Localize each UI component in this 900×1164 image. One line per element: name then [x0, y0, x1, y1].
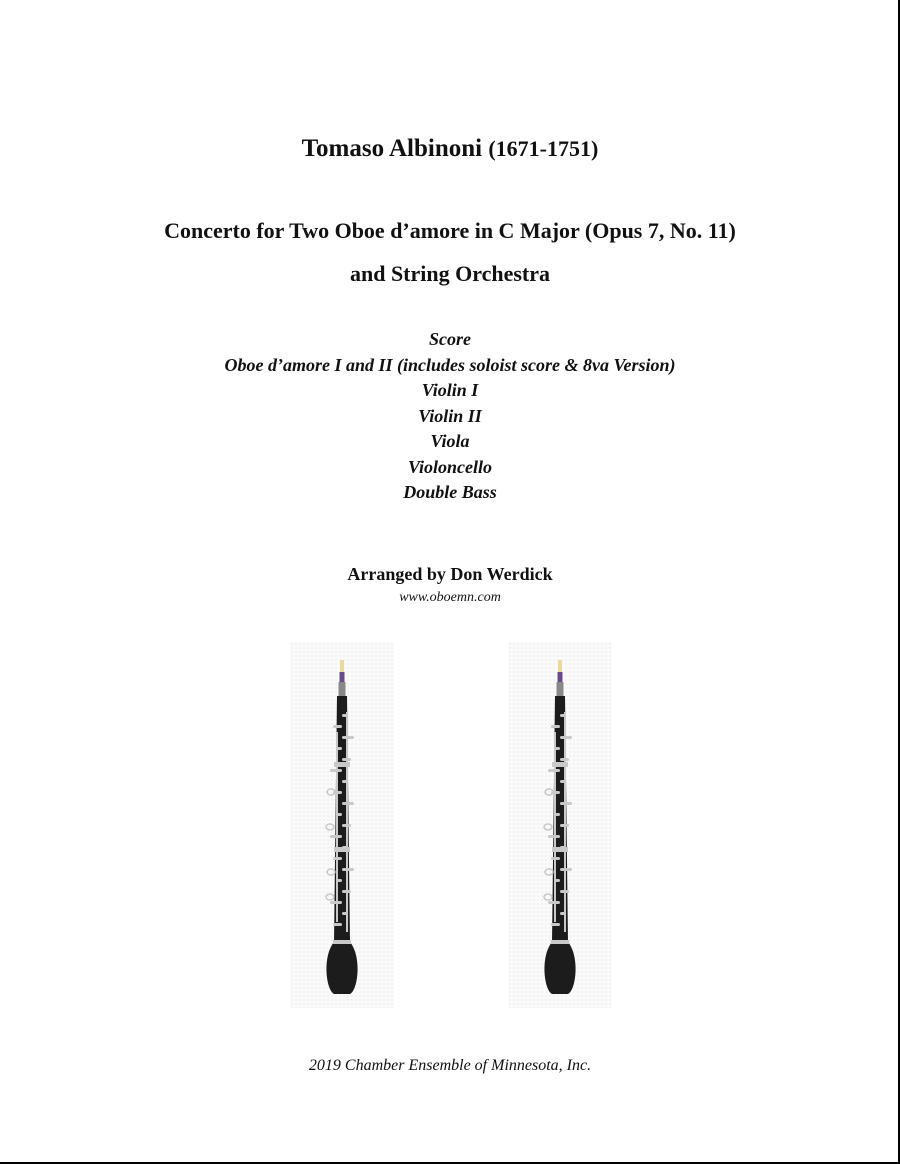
key-touch	[545, 869, 553, 875]
key	[560, 736, 572, 739]
key	[548, 769, 560, 772]
key-rod	[564, 712, 566, 932]
key	[560, 780, 566, 783]
work-subtitle: and String Orchestra	[349, 261, 551, 286]
key	[554, 879, 560, 882]
key	[330, 835, 342, 838]
key	[560, 758, 569, 761]
part-item: Oboe d’amore I and II (includes soloist score & 8va Version)	[224, 354, 676, 375]
key	[560, 714, 566, 717]
key	[342, 714, 348, 717]
oboe-damore-icon	[290, 642, 394, 1008]
composer-name: Tomaso Albinoni	[301, 135, 483, 162]
key	[342, 824, 351, 827]
key	[560, 912, 566, 915]
key-touch	[544, 894, 552, 900]
key	[342, 780, 348, 783]
key	[342, 736, 354, 739]
key	[330, 769, 342, 772]
key	[560, 802, 572, 805]
key	[548, 835, 560, 838]
key	[342, 758, 351, 761]
reed	[558, 660, 562, 674]
key	[333, 725, 342, 728]
key	[333, 857, 342, 860]
composer-heading	[0, 133, 900, 165]
key-rod	[554, 732, 556, 922]
part-item: Violin I	[421, 380, 479, 400]
key	[336, 813, 342, 816]
key-touch	[326, 894, 334, 900]
key-touch	[544, 824, 552, 830]
bell	[544, 942, 575, 994]
key-rod	[346, 712, 348, 932]
copyright-notice: 2019 Chamber Ensemble of Minnesota, Inc.	[308, 1057, 592, 1074]
reed-thread	[558, 672, 563, 682]
key	[554, 747, 560, 750]
part-item: Violin II	[418, 405, 482, 426]
staple	[557, 682, 564, 696]
part-item: Double Bass	[403, 482, 497, 502]
key	[342, 890, 351, 893]
key	[551, 725, 560, 728]
key	[342, 802, 354, 805]
part-item: Viola	[430, 431, 470, 451]
key	[560, 846, 566, 849]
key-rod	[336, 732, 338, 922]
key	[551, 857, 560, 860]
key	[336, 879, 342, 882]
staple	[339, 682, 346, 696]
key-touch	[326, 824, 334, 830]
key-touch	[327, 869, 335, 875]
arranger-credit: Arranged by Don Werdick	[347, 564, 553, 584]
key	[336, 747, 342, 750]
bell-ring	[333, 940, 351, 944]
key	[560, 824, 569, 827]
bell	[326, 942, 357, 994]
reed-thread	[340, 672, 345, 682]
composer-dates: (1671-1751)	[488, 136, 599, 161]
bell-ring	[551, 940, 569, 944]
oboe-drawing	[508, 642, 612, 1008]
key	[342, 912, 348, 915]
key	[333, 923, 342, 926]
key	[551, 923, 560, 926]
key	[548, 901, 560, 904]
key	[342, 846, 348, 849]
key	[330, 901, 342, 904]
reed	[340, 660, 344, 674]
part-item: Score	[429, 329, 471, 349]
website-url: www.oboemn.com	[399, 590, 501, 605]
oboe-damore-icon	[508, 642, 612, 1008]
work-title: Concerto for Two Oboe d’amore in C Major (Opus 7, No. 11)	[164, 218, 736, 243]
part-item: Violoncello	[407, 456, 492, 477]
key	[342, 868, 354, 871]
parts-list	[0, 327, 900, 506]
oboe-drawing	[290, 642, 394, 1008]
key	[554, 813, 560, 816]
key	[560, 890, 569, 893]
key	[560, 868, 572, 871]
